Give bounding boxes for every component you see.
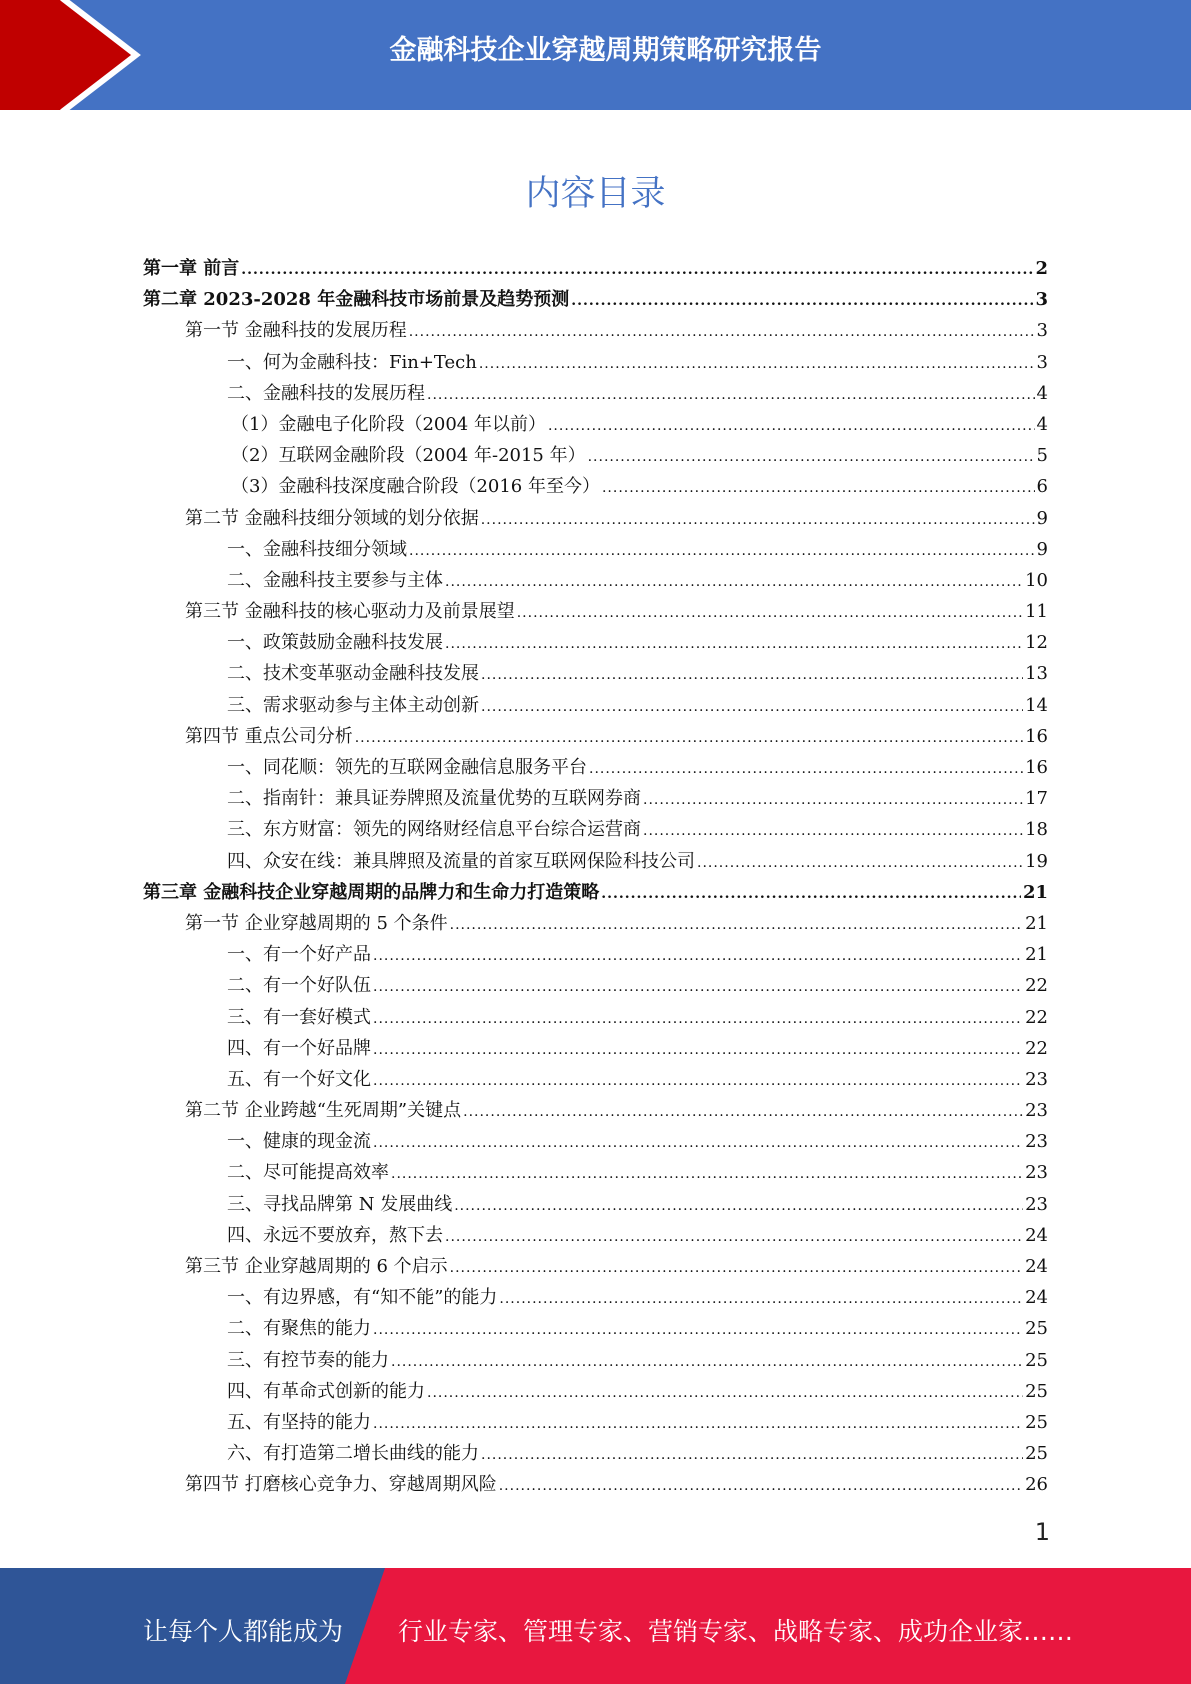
toc-entry[interactable] xyxy=(143,846,1048,877)
toc-entry[interactable] xyxy=(143,1282,1048,1313)
toc-entry[interactable] xyxy=(143,471,1048,502)
toc-dot-leader xyxy=(481,1440,1023,1471)
toc-entry-title: 一、何为金融科技：Fin+Tech xyxy=(227,351,477,373)
toc-dot-leader xyxy=(481,505,1035,536)
toc-entry-page: 24 xyxy=(1025,1287,1048,1309)
toc-entry-title: 一、有一个好产品 xyxy=(227,944,371,966)
toc-entry-page: 23 xyxy=(1025,1131,1048,1153)
toc-dot-leader xyxy=(409,536,1035,567)
toc-title: 内容目录 xyxy=(525,174,666,214)
toc-entry[interactable] xyxy=(143,690,1048,721)
toc-entry[interactable] xyxy=(143,783,1048,814)
toc-entry-page: 23 xyxy=(1025,1193,1048,1215)
toc-entry-title: 一、政策鼓励金融科技发展 xyxy=(227,632,443,654)
toc-entry-title: 四、永远不要放弃，熬下去 xyxy=(227,1224,443,1246)
toc-entry[interactable] xyxy=(143,908,1048,939)
toc-entry-title: 二、有一个好队伍 xyxy=(227,975,371,997)
toc-entry[interactable] xyxy=(143,1469,1048,1500)
toc-entry[interactable] xyxy=(143,1345,1048,1376)
toc-entry[interactable] xyxy=(143,721,1048,752)
toc-dot-leader xyxy=(697,848,1023,879)
toc-entry-page: 19 xyxy=(1025,850,1048,872)
toc-dot-leader xyxy=(548,411,1035,442)
toc-dot-leader xyxy=(241,255,1033,286)
toc-entry[interactable] xyxy=(143,534,1048,565)
toc-entry-page: 22 xyxy=(1025,975,1048,997)
toc-entry[interactable] xyxy=(143,378,1048,409)
toc-entry-title: 六、有打造第二增长曲线的能力 xyxy=(227,1443,479,1465)
toc-entry-page: 25 xyxy=(1025,1411,1048,1433)
toc-entry-page: 25 xyxy=(1025,1349,1048,1371)
toc-entry-title: 一、同花顺：领先的互联网金融信息服务平台 xyxy=(227,757,587,778)
toc-entry-page: 22 xyxy=(1025,1006,1048,1028)
toc-entry-title: 五、有一个好文化 xyxy=(227,1068,371,1090)
toc-entry-title: 第三章 金融科技企业穿越周期的品牌力和生命力打造策略 xyxy=(143,881,600,903)
toc-entry-title: 二、金融科技主要参与主体 xyxy=(227,569,443,591)
toc-entry-title: 二、技术变革驱动金融科技发展 xyxy=(227,663,479,685)
toc-entry-page: 23 xyxy=(1025,1100,1048,1122)
toc-entry-title: 四、有革命式创新的能力 xyxy=(227,1380,425,1402)
toc-dot-leader xyxy=(602,473,1035,504)
toc-entry-title: 四、有一个好品牌 xyxy=(227,1037,371,1059)
toc-entry-page: 23 xyxy=(1025,1162,1048,1184)
toc-dot-leader xyxy=(373,1035,1023,1066)
toc-entry-page: 24 xyxy=(1025,1256,1048,1277)
toc-entry[interactable] xyxy=(143,1251,1048,1282)
toc-dot-leader xyxy=(588,442,1035,473)
toc-dot-leader xyxy=(481,660,1023,691)
toc-entry-title: 第四节 重点公司分析 xyxy=(185,725,353,747)
toc-entry-page: 18 xyxy=(1025,819,1048,841)
toc-entry-title: 第四节 打磨核心竞争力、穿越周期风险 xyxy=(185,1474,497,1496)
toc-dot-leader xyxy=(373,1066,1023,1097)
toc-entry-title: 三、东方财富：领先的网络财经信息平台综合运营商 xyxy=(227,819,641,841)
toc-entry[interactable] xyxy=(143,627,1048,658)
toc-entry-page: 11 xyxy=(1025,601,1048,623)
toc-dot-leader xyxy=(373,972,1023,1003)
toc-dot-leader xyxy=(589,754,1023,785)
toc-entry-title: 二、金融科技的发展历程 xyxy=(227,382,425,404)
toc-dot-leader xyxy=(601,879,1021,910)
toc-entry[interactable] xyxy=(143,1064,1048,1095)
toc-entry-title: 一、健康的现金流 xyxy=(227,1131,371,1153)
toc-entry[interactable] xyxy=(143,1220,1048,1251)
toc-entry-page: 16 xyxy=(1025,757,1048,778)
toc-entry-title: 一、金融科技细分领域 xyxy=(227,538,407,560)
toc-entry-title: 一、有边界感，有“知不能”的能力 xyxy=(227,1287,498,1309)
toc-entry-page: 2 xyxy=(1035,258,1048,279)
toc-dot-leader xyxy=(499,1284,1023,1315)
toc-entry-page: 14 xyxy=(1025,694,1048,716)
toc-dot-leader xyxy=(450,910,1023,941)
toc-entry-title: （1）金融电子化阶段（2004 年以前） xyxy=(231,413,546,435)
toc-dot-leader xyxy=(463,1097,1023,1128)
toc-dot-leader xyxy=(445,1222,1023,1253)
toc-entry-title: 第二节 金融科技细分领域的划分依据 xyxy=(185,507,479,529)
toc-entry-title: 三、需求驱动参与主体主动创新 xyxy=(227,694,479,716)
toc-entry[interactable] xyxy=(143,440,1048,471)
toc-entry[interactable] xyxy=(143,1095,1048,1126)
toc-entry[interactable] xyxy=(143,503,1048,534)
toc-entry-page: 25 xyxy=(1025,1318,1048,1340)
toc-entry-page: 22 xyxy=(1025,1037,1048,1059)
toc-entry[interactable] xyxy=(143,1189,1048,1220)
toc-entry[interactable] xyxy=(143,1438,1048,1469)
toc-dot-leader xyxy=(373,1409,1023,1440)
toc-dot-leader xyxy=(643,816,1023,847)
toc-entry-page: 21 xyxy=(1025,912,1048,934)
toc-entry-page: 9 xyxy=(1036,538,1048,560)
toc-dot-leader xyxy=(391,1159,1023,1190)
toc-entry-title: 二、尽可能提高效率 xyxy=(227,1162,389,1184)
toc-entry[interactable] xyxy=(143,970,1048,1001)
footer-slogan-right: 行业专家、管理专家、营销专家、战略专家、成功企业家…… xyxy=(398,1617,1074,1646)
toc-entry-title: 第三节 金融科技的核心驱动力及前景展望 xyxy=(185,601,515,623)
page-header xyxy=(0,0,1191,110)
toc-entry-title: 第一章 前言 xyxy=(143,258,240,279)
toc-entry-page: 4 xyxy=(1036,382,1048,404)
toc-entry-page: 23 xyxy=(1025,1068,1048,1090)
toc-entry-page: 21 xyxy=(1025,944,1048,966)
toc-entry-title: 第二节 企业跨越“生死周期”关键点 xyxy=(185,1100,462,1122)
toc-entry[interactable] xyxy=(143,253,1048,284)
toc-entry[interactable] xyxy=(143,1033,1048,1064)
toc-entry-page: 5 xyxy=(1036,445,1048,467)
toc-entry[interactable] xyxy=(143,347,1048,378)
toc-entry[interactable] xyxy=(143,658,1048,689)
toc-entry[interactable] xyxy=(143,596,1048,627)
toc-entry-page: 12 xyxy=(1025,632,1048,654)
toc-entry-title: （3）金融科技深度融合阶段（2016 年至今） xyxy=(231,476,600,498)
footer-slogan-left: 让每个人都能成为 xyxy=(143,1617,344,1646)
toc-dot-leader xyxy=(571,286,1033,317)
toc-entry[interactable] xyxy=(143,752,1048,783)
toc-entry[interactable] xyxy=(143,565,1048,596)
toc-entry[interactable] xyxy=(143,315,1048,346)
toc-entry[interactable] xyxy=(143,814,1048,845)
toc-entry-page: 3 xyxy=(1035,289,1048,311)
toc-dot-leader xyxy=(445,567,1023,598)
toc-dot-leader xyxy=(391,1347,1023,1378)
toc-dot-leader xyxy=(373,1004,1023,1035)
toc-entry-title: 第二章 2023-2028 年金融科技市场前景及趋势预测 xyxy=(143,289,570,311)
page-footer xyxy=(0,1568,1191,1684)
toc-entry[interactable] xyxy=(143,1376,1048,1407)
toc-dot-leader xyxy=(409,317,1035,348)
toc-entry[interactable] xyxy=(143,1407,1048,1438)
toc-entry-title: 第一节 企业穿越周期的 5 个条件 xyxy=(185,912,448,934)
toc-dot-leader xyxy=(427,1378,1023,1409)
toc-entry-title: 二、有聚焦的能力 xyxy=(227,1318,371,1340)
toc-entry-title: 三、寻找品牌第 N 发展曲线 xyxy=(227,1193,453,1215)
toc-entry[interactable] xyxy=(143,409,1048,440)
toc-entry-page: 10 xyxy=(1025,569,1048,591)
header-title: 金融科技企业穿越周期策略研究报告 xyxy=(389,35,822,66)
toc-dot-leader xyxy=(373,1315,1023,1346)
toc-entry-page: 17 xyxy=(1025,788,1048,810)
toc-dot-leader xyxy=(517,598,1023,629)
toc-entry-title: 四、众安在线：兼具牌照及流量的首家互联网保险科技公司 xyxy=(227,850,695,872)
toc-entry-title: 二、指南针：兼具证券牌照及流量优势的互联网券商 xyxy=(227,788,641,810)
toc-dot-leader xyxy=(373,1128,1023,1159)
toc-entry-page: 3 xyxy=(1036,351,1048,373)
toc-entry-page: 6 xyxy=(1036,476,1048,498)
toc-entry[interactable] xyxy=(143,939,1048,970)
toc-dot-leader xyxy=(479,349,1035,380)
toc-entry[interactable] xyxy=(143,1002,1048,1033)
toc-entry-title: 三、有控节奏的能力 xyxy=(227,1349,389,1371)
toc-dot-leader xyxy=(445,629,1023,660)
toc-entry-page: 16 xyxy=(1025,725,1048,747)
toc-entry[interactable] xyxy=(143,1313,1048,1344)
toc-dot-leader xyxy=(373,941,1023,972)
toc-entry-title: （2）互联网金融阶段（2004 年-2015 年） xyxy=(231,445,586,467)
toc-entry-page: 26 xyxy=(1025,1474,1048,1496)
toc-dot-leader xyxy=(450,1253,1023,1284)
toc-dot-leader xyxy=(643,785,1023,816)
toc-entry[interactable] xyxy=(143,284,1048,315)
toc-entry[interactable] xyxy=(143,877,1048,908)
toc-entry-page: 4 xyxy=(1036,413,1048,435)
toc-entry-title: 第三节 企业穿越周期的 6 个启示 xyxy=(185,1256,448,1277)
toc-entry-page: 25 xyxy=(1025,1380,1048,1402)
toc-dot-leader xyxy=(499,1471,1023,1502)
toc-dot-leader xyxy=(355,723,1023,754)
toc-dot-leader xyxy=(481,692,1023,723)
toc-entry[interactable] xyxy=(143,1126,1048,1157)
toc-entry-page: 13 xyxy=(1025,663,1048,685)
toc-entry-page: 24 xyxy=(1025,1224,1048,1246)
toc-entry-page: 3 xyxy=(1036,320,1048,342)
toc-entry-title: 五、有坚持的能力 xyxy=(227,1411,371,1433)
page-number: 1 xyxy=(1034,1518,1050,1546)
toc-dot-leader xyxy=(454,1191,1023,1222)
toc-entry-page: 25 xyxy=(1025,1443,1048,1465)
toc-entry-title: 第一节 金融科技的发展历程 xyxy=(185,320,407,342)
toc-entry-page: 9 xyxy=(1036,507,1048,529)
toc-entry-page: 21 xyxy=(1022,881,1048,903)
table-of-contents xyxy=(143,253,1048,1501)
toc-dot-leader xyxy=(427,380,1035,411)
toc-entry-title: 三、有一套好模式 xyxy=(227,1006,371,1028)
toc-entry[interactable] xyxy=(143,1157,1048,1188)
